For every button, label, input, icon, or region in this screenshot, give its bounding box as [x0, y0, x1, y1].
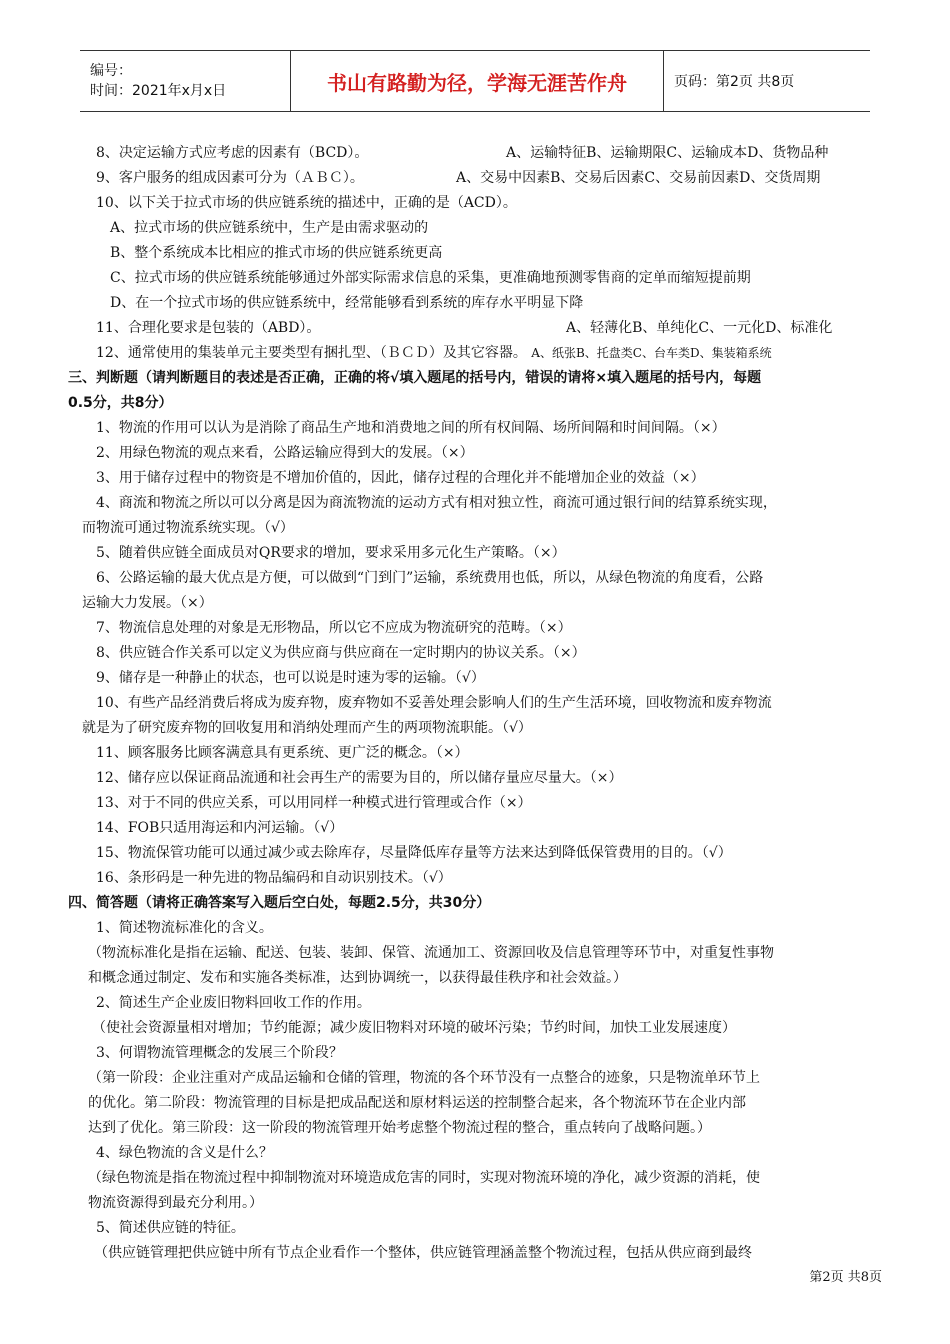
judgement-10-cont: 就是为了研究废弃物的回收复用和消纳处理而产生的两项物流职能。（√）	[82, 720, 532, 736]
question-9-text: 9、客户服务的组成因素可分为（ＡＢＣ）。	[96, 170, 364, 186]
time-label: 时间：2021年x月x日	[90, 83, 227, 99]
short-answer-1-question: 1、简述物流标准化的含义。	[96, 920, 273, 936]
question-11-text: 11、合理化要求是包装的（ABD）。	[96, 320, 321, 336]
question-10-option-b: B、整个系统成本比相应的推式市场的供应链系统更高	[110, 245, 443, 261]
question-11-options: A、轻薄化B、单纯化C、一元化D、标准化	[566, 320, 833, 336]
question-10-option-a: A、拉式市场的供应链系统中，生产是由需求驱动的	[110, 220, 429, 236]
page-label: 页码：第2页 共8页	[674, 74, 795, 90]
question-9-options: A、交易中因素B、交易后因素C、交易前因素D、交货周期	[456, 170, 821, 186]
judgement-15: 15、物流保管功能可以通过减少或去除库存，尽量降低库存量等方法来达到降低保管费用的目的。（√）	[96, 845, 732, 861]
question-8-text: 8、决定运输方式应考虑的因素有（BCD）。	[96, 145, 369, 161]
header-left-cell	[80, 51, 290, 111]
section-3-heading-cont: 0.5分，共8分）	[68, 395, 173, 411]
short-answer-4-answer: （绿色物流是指在物流过程中抑制物流对环境造成危害的同时，实现对物流环境的净化，减少资源的消耗，使	[88, 1170, 760, 1186]
question-11	[96, 316, 886, 341]
question-12-options: A、纸张B、托盘类C、台车类D、集装箱系统	[531, 346, 772, 360]
judgement-7: 7、物流信息处理的对象是无形物品，所以它不应成为物流研究的范畴。（×）	[96, 620, 572, 636]
short-answer-4-question: 4、绿色物流的含义是什么？	[96, 1145, 273, 1161]
short-answer-2-answer: （使社会资源量相对增加；节约能源；减少废旧物料对环境的破坏污染；节约时间，加快工业发展速度）	[92, 1020, 736, 1036]
short-answer-5-question: 5、简述供应链的特征。	[96, 1220, 245, 1236]
short-answer-3-answer-cont1: 的优化。第二阶段：物流管理的目标是把成品配送和原材料运送的控制整合起来，各个物流环节在企业内部	[88, 1095, 746, 1111]
header-motto-cell	[290, 51, 664, 111]
judgement-1: 1、物流的作用可以认为是消除了商品生产地和消费地之间的所有权间隔、场所间隔和时间间隔。（×）	[96, 420, 726, 436]
short-answer-4-answer-cont: 物流资源得到最充分利用。）	[88, 1195, 263, 1211]
question-8-options: A、运输特征B、运输期限C、运输成本D、货物品种	[506, 145, 829, 161]
short-answer-3-question: 3、何谓物流管理概念的发展三个阶段？	[96, 1045, 343, 1061]
question-12	[96, 341, 886, 366]
short-answer-3-answer: （第一阶段：企业注重对产成品运输和仓储的管理，物流的各个环节没有一点整合的迹象，只是物流单环节上	[88, 1070, 760, 1086]
judgement-12: 12、储存应以保证商品流通和社会再生产的需要为目的，所以储存量应尽量大。（×）	[96, 770, 623, 786]
judgement-10: 10、有些产品经消费后将成为废弃物，废弃物如不妥善处理会影响人们的生产生活环境，回收物流和废弃物流	[96, 695, 772, 711]
question-10-option-c: C、拉式市场的供应链系统能够通过外部实际需求信息的采集，更准确地预测零售商的定单而缩短提前期	[110, 270, 751, 286]
judgement-5: 5、随着供应链全面成员对QR要求的增加，要求采用多元化生产策略。（×）	[96, 545, 566, 561]
judgement-8: 8、供应链合作关系可以定义为供应商与供应商在一定时期内的协议关系。（×）	[96, 645, 586, 661]
judgement-2: 2、用绿色物流的观点来看，公路运输应得到大的发展。（×）	[96, 445, 474, 461]
page-header	[80, 50, 870, 112]
header-right-cell	[664, 51, 870, 111]
short-answer-1-answer: （物流标准化是指在运输、配送、包装、装卸、保管、流通加工、资源回收及信息管理等环节中，对重复性事物	[88, 945, 774, 961]
question-12-text: 12、通常使用的集装单元主要类型有捆扎型、（ＢＣＤ）及其它容器。	[96, 345, 527, 361]
judgement-9: 9、储存是一种静止的状态，也可以说是时速为零的运输。（√）	[96, 670, 485, 686]
page-footer: 第2页 共8页	[809, 1270, 882, 1285]
judgement-11: 11、顾客服务比顾客满意具有更系统、更广泛的概念。（×）	[96, 745, 469, 761]
short-answer-1-answer-cont: 和概念通过制定、发布和实施各类标准，达到协调统一，以获得最佳秩序和社会效益。）	[88, 970, 627, 986]
judgement-13: 13、对于不同的供应关系，可以用同样一种模式进行管理或合作（×）	[96, 795, 532, 811]
judgement-4-cont: 而物流可通过物流系统实现。（√）	[82, 520, 294, 536]
number-label: 编号：	[90, 63, 132, 79]
judgement-3: 3、用于储存过程中的物资是不增加价值的，因此，储存过程的合理化并不能增加企业的效益（×）	[96, 470, 705, 486]
judgement-6-cont: 运输大力发展。（×）	[82, 595, 213, 611]
judgement-14: 14、FOB只适用海运和内河运输。（√）	[96, 820, 344, 836]
short-answer-5-answer: （供应链管理把供应链中所有节点企业看作一个整体，供应链管理涵盖整个物流过程，包括从供应商到最终	[94, 1245, 752, 1261]
short-answer-2-question: 2、简述生产企业废旧物料回收工作的作用。	[96, 995, 371, 1011]
document-body	[68, 141, 886, 1266]
question-10-option-d: D、在一个拉式市场的供应链系统中，经常能够看到系统的库存水平明显下降	[110, 295, 584, 311]
question-9	[96, 166, 886, 191]
section-3-heading: 三、判断题（请判断题目的表述是否正确，正确的将√填入题尾的括号内，错误的请将×填入题尾的括号内，每题	[68, 370, 762, 386]
judgement-16: 16、条形码是一种先进的物品编码和自动识别技术。（√）	[96, 870, 452, 886]
question-10: 10、以下关于拉式市场的供应链系统的描述中，正确的是（ACD）。	[96, 195, 517, 211]
short-answer-3-answer-cont2: 达到了优化。第三阶段：这一阶段的物流管理开始考虑整个物流过程的整合，重点转向了战略问题。）	[88, 1120, 711, 1136]
motto: 书山有路勤为径，学海无涯苦作舟	[327, 70, 627, 95]
judgement-6: 6、公路运输的最大优点是方便，可以做到“门到门”运输，系统费用也低，所以，从绿色物流的角度看，公路	[96, 570, 764, 586]
section-4-heading: 四、简答题（请将正确答案写入题后空白处，每题2.5分，共30分）	[68, 895, 491, 911]
judgement-4: 4、商流和物流之所以可以分离是因为商流物流的运动方式有相对独立性，商流可通过银行间的结算系统实现，	[96, 495, 777, 511]
question-8	[96, 141, 886, 166]
